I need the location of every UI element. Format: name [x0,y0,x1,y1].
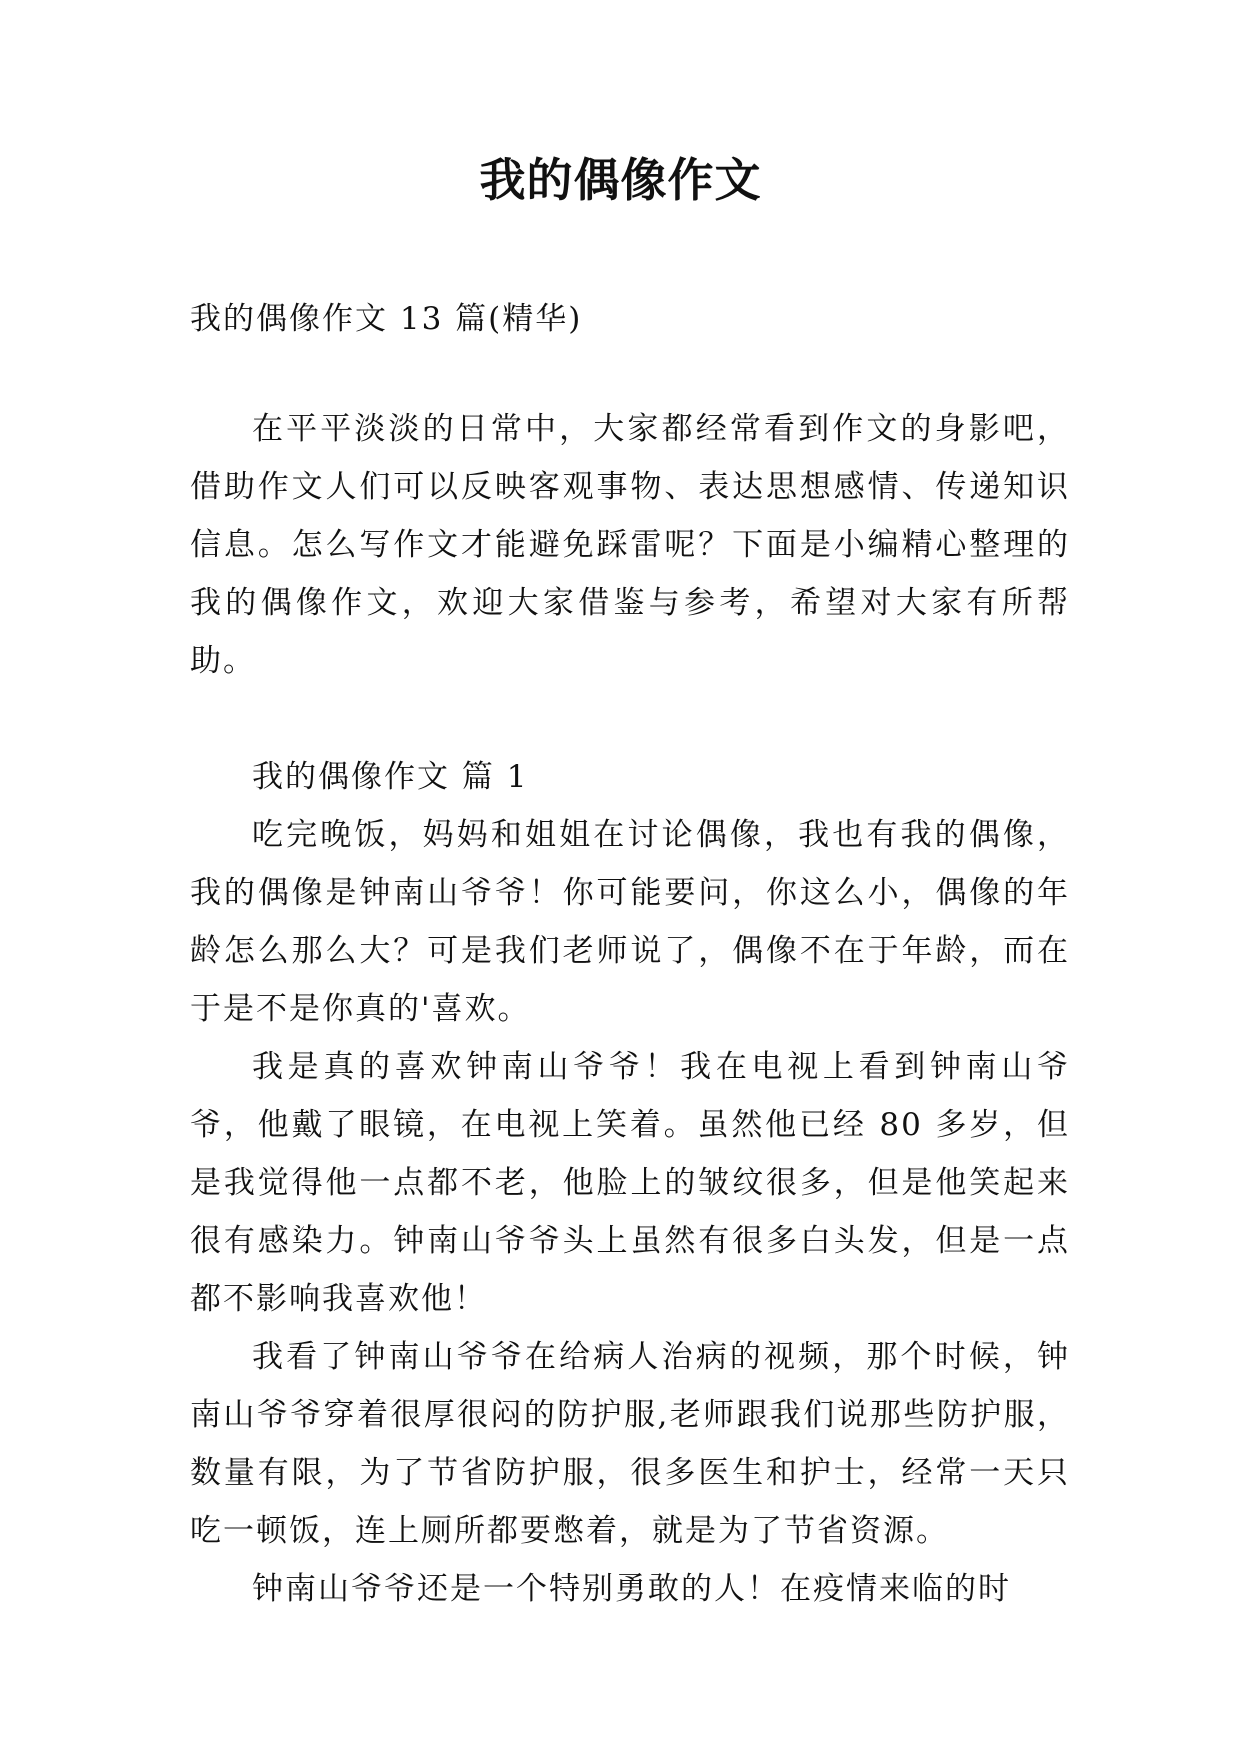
body-paragraph-2: 我是真的喜欢钟南山爷爷！我在电视上看到钟南山爷爷，他戴了眼镜，在电视上笑着。虽然他已经 80 多岁，但是我觉得他一点都不老，他脸上的皱纹很多，但是他笑起来很有感染力。钟南山爷爷头上虽然有很多白头发，但是一点都不影响我喜欢他！ [190,1049,1070,1317]
body-paragraph-3: 我看了钟南山爷爷在给病人治病的视频，那个时候，钟南山爷爷穿着很厚很闷的防护服,老师跟我们说那些防护服，数量有限，为了节省防护服，很多医生和护士，经常一天只吃一顿饭，连上厕所都要憋着，就是为了节省资源。 [190,1339,1070,1549]
document-subtitle: 我的偶像作文 13 篇(精华) [190,301,583,337]
body-paragraph-4: 钟南山爷爷还是一个特别勇敢的人！在疫情来临的时 [252,1571,1011,1607]
document-title: 我的偶像作文 [479,153,762,207]
body-paragraph-1: 吃完晚饭，妈妈和姐姐在讨论偶像，我也有我的偶像，我的偶像是钟南山爷爷！你可能要问，你这么小，偶像的年龄怎么那么大？可是我们老师说了，偶像不在于年龄，而在于是不是你真的'喜欢。 [190,817,1070,1027]
section-heading: 我的偶像作文 篇 1 [252,759,529,795]
intro-paragraph: 在平平淡淡的日常中，大家都经常看到作文的身影吧，借助作文人们可以反映客观事物、表达思想感情、传递知识信息。怎么写作文才能避免踩雷呢？下面是小编精心整理的我的偶像作文，欢迎大家借鉴与参考，希望对大家有所帮助。 [190,411,1070,679]
document-body [190,290,1070,1618]
